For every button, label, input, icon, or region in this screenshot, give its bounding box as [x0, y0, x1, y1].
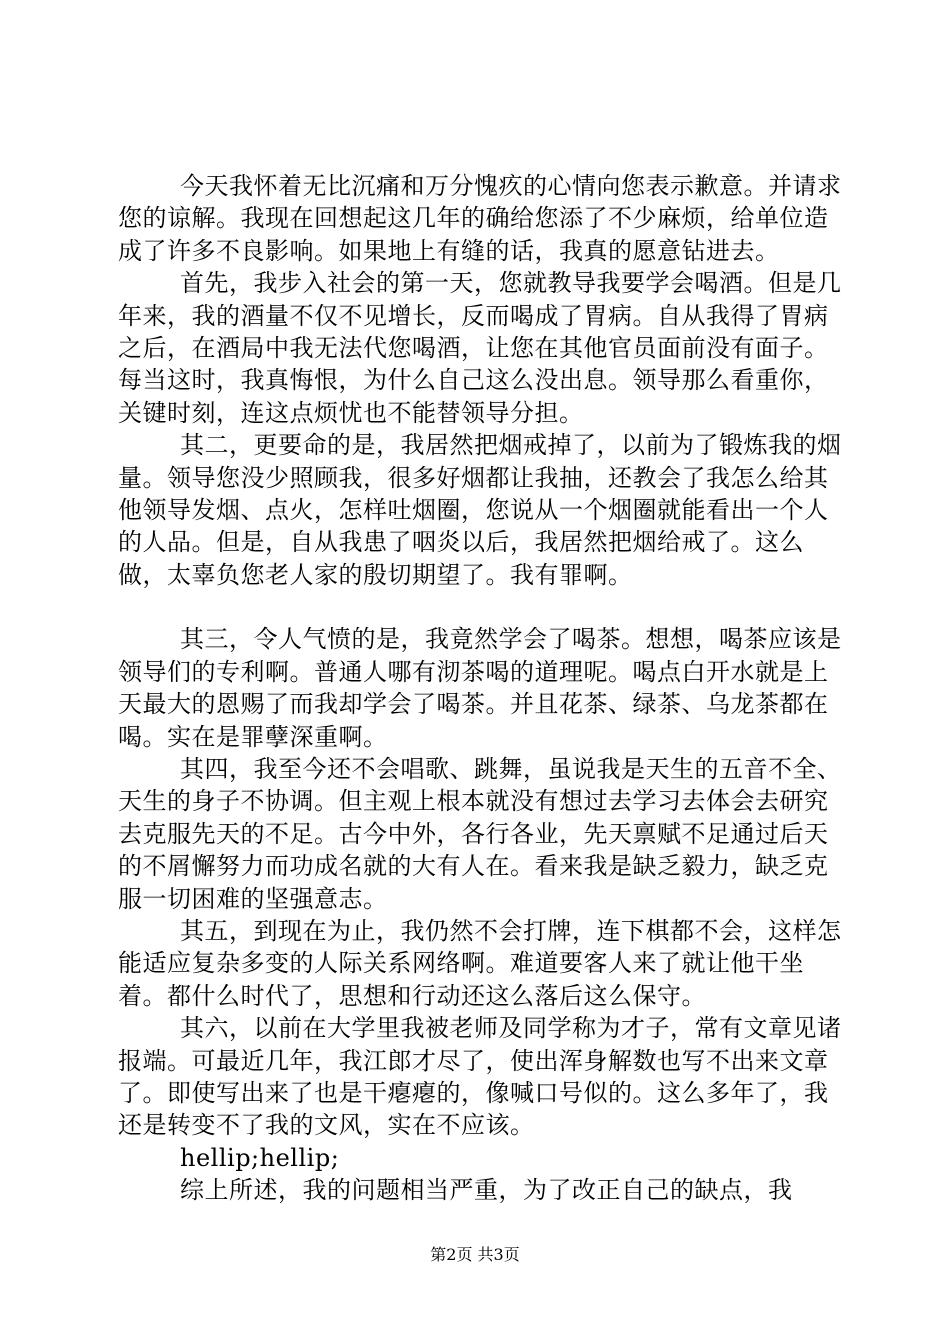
- paragraph-drinking: 首先，我步入社会的第一天，您就教导我要学会喝酒。但是几年来，我的酒量不仅不见增长，反而喝成了胃病。自从我得了胃病之后，在酒局中我无法代您喝酒，让您在其他官员面前没有面子。每当这时，我真悔恨，为什么自己这么没出息。领导那么看重你，关键时刻，连这点烦忧也不能替领导分担。: [118, 269, 842, 427]
- paragraph-ellipsis: hellip;hellip;: [180, 1143, 340, 1172]
- paragraph-cards-chess: 其五，到现在为止，我仍然不会打牌，连下棋都不会，这样怎能适应复杂多变的人际关系网络啊。难道要客人来了就让他干坐着。都什么时代了，思想和行动还这么落后这么保守。: [118, 916, 842, 1010]
- paragraph-writing: 其六，以前在大学里我被老师及同学称为才子，常有文章见诸报端。可最近几年，我江郎才尽了，使出浑身解数也写不出来文章了。即使写出来了也是干瘪瘪的，像喊口号似的。这么多年了，我还是转变不了我的文风，实在不应该。: [118, 1014, 842, 1140]
- page-number-footer: 第2页 共3页: [430, 1245, 520, 1264]
- paragraph-conclusion: 综上所述，我的问题相当严重，为了改正自己的缺点，我: [180, 1176, 793, 1205]
- document-body: [118, 170, 848, 1207]
- paragraph-tea: 其三，令人气愤的是，我竟然学会了喝茶。想想，喝茶应该是领导们的专利啊。普通人哪有沏茶喝的道理呢。喝点白开水就是上天最大的恩赐了而我却学会了喝茶。并且花茶、绿茶、乌龙茶都在喝。实在是罪孽深重啊。: [118, 625, 842, 751]
- paragraph-smoking: 其二，更要命的是，我居然把烟戒掉了，以前为了锻炼我的烟量。领导您没少照顾我，很多好烟都让我抽，还教会了我怎么给其他领导发烟、点火，怎样吐烟圈，您说从一个烟圈就能看出一个人的人品。但是，自从我患了咽炎以后，我居然把烟给戒了。这么做，太辜负您老人家的殷切期望了。我有罪啊。: [118, 431, 842, 589]
- paragraph-singing-dancing: 其四，我至今还不会唱歌、跳舞，虽说我是天生的五音不全、天生的身子不协调。但主观上根本就没有想过去学习去体会去研究去克服先天的不足。古今中外，各行各业，先天禀赋不足通过后天的不屑懈努力而功成名就的大有人在。看来我是缺乏毅力，缺乏克服一切困难的坚强意志。: [118, 754, 842, 913]
- paragraph-apology-intro: 今天我怀着无比沉痛和万分愧疚的心情向您表示歉意。并请求您的谅解。我现在回想起这几年的确给您添了不少麻烦，给单位造成了许多不良影响。如果地上有缝的话，我真的愿意钻进去。: [118, 172, 842, 265]
